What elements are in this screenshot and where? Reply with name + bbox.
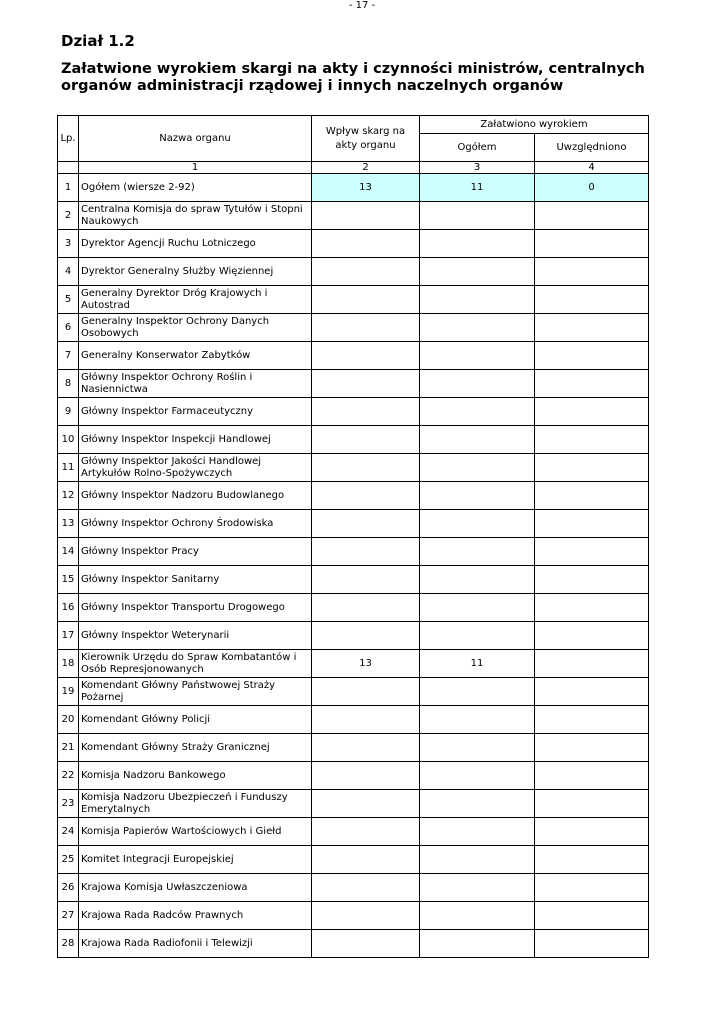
header-name: Nazwa organu (79, 116, 312, 162)
table-row (58, 314, 649, 342)
row-number: 25 (58, 846, 79, 874)
granted-value (535, 734, 649, 762)
column-number-1: 1 (79, 162, 312, 174)
column-number-4: 4 (535, 162, 649, 174)
resolved-total-value (420, 678, 535, 706)
resolved-total-value (420, 902, 535, 930)
resolved-total-value (420, 202, 535, 230)
organ-name: Główny Inspektor Pracy (79, 538, 312, 566)
inflow-value (312, 202, 420, 230)
row-number: 10 (58, 426, 79, 454)
granted-value (535, 258, 649, 286)
row-number: 1 (58, 174, 79, 202)
column-number-2: 2 (312, 162, 420, 174)
row-number: 5 (58, 286, 79, 314)
organ-name: Generalny Inspektor Ochrony Danych Osobowych (79, 314, 312, 342)
inflow-value: 13 (312, 174, 420, 202)
organ-name: Komisja Nadzoru Ubezpieczeń i Funduszy Emerytalnych (79, 790, 312, 818)
granted-value (535, 510, 649, 538)
table-row (58, 230, 649, 258)
row-number: 13 (58, 510, 79, 538)
table-row (58, 622, 649, 650)
row-number: 4 (58, 258, 79, 286)
granted-value (535, 650, 649, 678)
section-title: Dział 1.2 (61, 32, 135, 50)
row-number: 22 (58, 762, 79, 790)
organ-name: Główny Inspektor Farmaceutyczny (79, 398, 312, 426)
resolved-total-value (420, 482, 535, 510)
row-number: 11 (58, 454, 79, 482)
inflow-value (312, 370, 420, 398)
resolved-total-value (420, 930, 535, 958)
inflow-value (312, 930, 420, 958)
row-number: 16 (58, 594, 79, 622)
header-total: Ogółem (420, 134, 535, 162)
table-row (58, 818, 649, 846)
row-number: 20 (58, 706, 79, 734)
row-number: 2 (58, 202, 79, 230)
table-row (58, 594, 649, 622)
row-number: 15 (58, 566, 79, 594)
organ-name: Generalny Dyrektor Dróg Krajowych i Autostrad (79, 286, 312, 314)
granted-value (535, 482, 649, 510)
row-number: 8 (58, 370, 79, 398)
resolved-total-value (420, 538, 535, 566)
table-row-total (58, 174, 649, 202)
resolved-total-value (420, 510, 535, 538)
table-row (58, 790, 649, 818)
inflow-value (312, 818, 420, 846)
granted-value (535, 902, 649, 930)
header-inflow: Wpływ skarg na akty organu (312, 116, 420, 162)
organ-name: Główny Inspektor Jakości Handlowej Artykułów Rolno-Spożywczych (79, 454, 312, 482)
inflow-value (312, 342, 420, 370)
organ-name: Komisja Papierów Wartościowych i Giełd (79, 818, 312, 846)
table-row (58, 454, 649, 482)
resolved-total-value (420, 398, 535, 426)
inflow-value (312, 314, 420, 342)
inflow-value (312, 678, 420, 706)
granted-value (535, 342, 649, 370)
granted-value (535, 930, 649, 958)
organ-name: Dyrektor Agencji Ruchu Lotniczego (79, 230, 312, 258)
organ-name: Komisja Nadzoru Bankowego (79, 762, 312, 790)
resolved-total-value (420, 762, 535, 790)
organ-name: Krajowa Komisja Uwłaszczeniowa (79, 874, 312, 902)
resolved-total-value (420, 566, 535, 594)
organ-name: Główny Inspektor Ochrony Środowiska (79, 510, 312, 538)
inflow-value (312, 286, 420, 314)
organ-name: Główny Inspektor Weterynarii (79, 622, 312, 650)
resolved-total-value (420, 790, 535, 818)
page-number: - 17 - (348, 0, 376, 11)
row-number: 14 (58, 538, 79, 566)
organ-name: Krajowa Rada Radców Prawnych (79, 902, 312, 930)
inflow-value (312, 706, 420, 734)
organ-name: Komendant Główny Policji (79, 706, 312, 734)
row-number: 17 (58, 622, 79, 650)
inflow-value (312, 566, 420, 594)
inflow-value (312, 594, 420, 622)
inflow-value (312, 622, 420, 650)
organ-name: Główny Inspektor Transportu Drogowego (79, 594, 312, 622)
granted-value (535, 818, 649, 846)
page-title: Załatwione wyrokiem skargi na akty i czynności ministrów, centralnych organów administracji rządowej i innych naczelnych organów (61, 61, 645, 94)
table-row (58, 482, 649, 510)
resolved-total-value (420, 706, 535, 734)
row-number: 23 (58, 790, 79, 818)
resolved-total-value (420, 874, 535, 902)
inflow-value (312, 846, 420, 874)
resolved-total-value (420, 342, 535, 370)
table-row (58, 650, 649, 678)
resolved-total-value (420, 622, 535, 650)
table-row (58, 286, 649, 314)
table-row (58, 566, 649, 594)
granted-value (535, 538, 649, 566)
header-granted: Uwzględniono (535, 134, 649, 162)
row-number: 21 (58, 734, 79, 762)
row-number: 18 (58, 650, 79, 678)
granted-value (535, 846, 649, 874)
row-number: 6 (58, 314, 79, 342)
row-number: 9 (58, 398, 79, 426)
resolved-total-value (420, 426, 535, 454)
organ-name: Ogółem (wiersze 2-92) (79, 174, 312, 202)
granted-value (535, 398, 649, 426)
resolved-total-value (420, 846, 535, 874)
resolved-total-value: 11 (420, 174, 535, 202)
organ-name: Główny Inspektor Inspekcji Handlowej (79, 426, 312, 454)
row-number: 28 (58, 930, 79, 958)
inflow-value (312, 258, 420, 286)
row-number: 26 (58, 874, 79, 902)
table-row (58, 202, 649, 230)
organ-name: Główny Inspektor Ochrony Roślin i Nasiennictwa (79, 370, 312, 398)
granted-value (535, 566, 649, 594)
granted-value (535, 594, 649, 622)
granted-value (535, 706, 649, 734)
granted-value (535, 874, 649, 902)
row-number: 12 (58, 482, 79, 510)
table-row (58, 538, 649, 566)
row-number: 19 (58, 678, 79, 706)
table-row (58, 706, 649, 734)
granted-value: 0 (535, 174, 649, 202)
table-row (58, 846, 649, 874)
inflow-value (312, 230, 420, 258)
granted-value (535, 230, 649, 258)
granted-value (535, 622, 649, 650)
inflow-value (312, 762, 420, 790)
row-number: 27 (58, 902, 79, 930)
inflow-value (312, 454, 420, 482)
organ-name: Komendant Główny Państwowej Straży Pożarnej (79, 678, 312, 706)
table-row (58, 734, 649, 762)
organ-name: Komitet Integracji Europejskiej (79, 846, 312, 874)
resolved-total-value (420, 230, 535, 258)
granted-value (535, 370, 649, 398)
organ-name: Komendant Główny Straży Granicznej (79, 734, 312, 762)
inflow-value (312, 482, 420, 510)
inflow-value (312, 790, 420, 818)
granted-value (535, 426, 649, 454)
organ-name: Krajowa Rada Radiofonii i Telewizji (79, 930, 312, 958)
table-row (58, 370, 649, 398)
granted-value (535, 202, 649, 230)
organ-name: Kierownik Urzędu do Spraw Kombatantów i Osób Represjonowanych (79, 650, 312, 678)
organ-name: Centralna Komisja do spraw Tytułów i Stopni Naukowych (79, 202, 312, 230)
granted-value (535, 454, 649, 482)
table-row (58, 342, 649, 370)
table-row (58, 762, 649, 790)
inflow-value (312, 902, 420, 930)
inflow-value (312, 398, 420, 426)
resolved-total-value: 11 (420, 650, 535, 678)
granted-value (535, 762, 649, 790)
organ-name: Generalny Konserwator Zabytków (79, 342, 312, 370)
organ-name: Główny Inspektor Sanitarny (79, 566, 312, 594)
table-row (58, 510, 649, 538)
column-number-3: 3 (420, 162, 535, 174)
row-number: 7 (58, 342, 79, 370)
organ-name: Główny Inspektor Nadzoru Budowlanego (79, 482, 312, 510)
resolved-total-value (420, 734, 535, 762)
table-row (58, 678, 649, 706)
table-row (58, 902, 649, 930)
table-row (58, 398, 649, 426)
resolved-total-value (420, 454, 535, 482)
table-row (58, 426, 649, 454)
organ-name: Dyrektor Generalny Służby Więziennej (79, 258, 312, 286)
granted-value (535, 286, 649, 314)
resolved-total-value (420, 286, 535, 314)
inflow-value (312, 734, 420, 762)
granted-value (535, 678, 649, 706)
inflow-value (312, 426, 420, 454)
inflow-value: 13 (312, 650, 420, 678)
granted-value (535, 790, 649, 818)
header-resolved-group: Załatwiono wyrokiem (420, 116, 649, 134)
table-row (58, 874, 649, 902)
resolved-total-value (420, 594, 535, 622)
table-row (58, 258, 649, 286)
table-row (58, 930, 649, 958)
granted-value (535, 314, 649, 342)
inflow-value (312, 510, 420, 538)
header-lp: Lp. (58, 116, 79, 162)
row-number: 24 (58, 818, 79, 846)
resolved-total-value (420, 370, 535, 398)
resolved-total-value (420, 818, 535, 846)
organs-table (57, 115, 649, 958)
row-number: 3 (58, 230, 79, 258)
resolved-total-value (420, 258, 535, 286)
inflow-value (312, 538, 420, 566)
inflow-value (312, 874, 420, 902)
resolved-total-value (420, 314, 535, 342)
